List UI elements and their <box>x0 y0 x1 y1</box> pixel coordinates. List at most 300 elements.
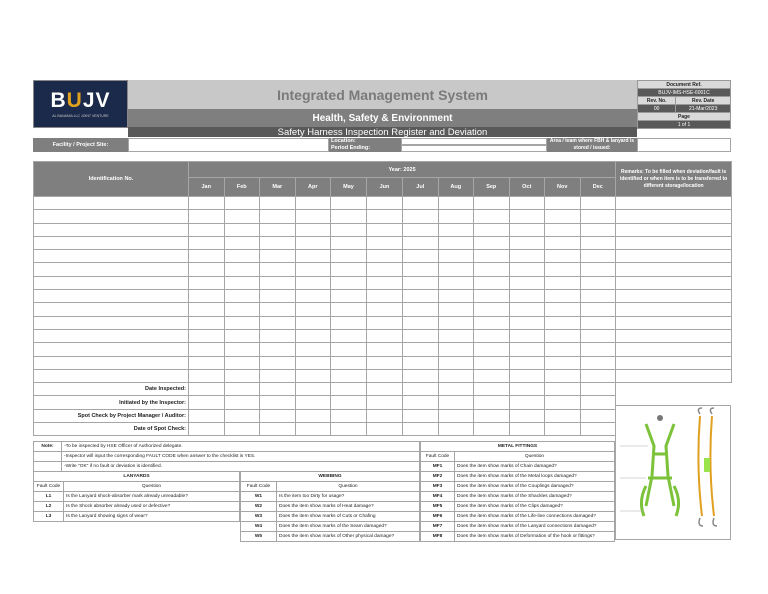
signoff-cell[interactable] <box>474 383 510 396</box>
month-cell[interactable] <box>403 316 439 329</box>
month-cell[interactable] <box>260 250 296 263</box>
month-cell[interactable] <box>403 263 439 276</box>
month-cell[interactable] <box>438 369 474 382</box>
month-cell[interactable] <box>403 276 439 289</box>
year-header: Year: 2025 <box>189 162 616 178</box>
month-cell[interactable] <box>295 223 331 236</box>
month-cell[interactable] <box>189 223 225 236</box>
month-cell[interactable] <box>580 223 616 236</box>
table-row <box>34 250 732 263</box>
identification-cell[interactable] <box>34 316 189 329</box>
signoff-cell[interactable] <box>580 409 616 422</box>
webbing-fault-code: W3 <box>241 512 277 522</box>
month-cell[interactable] <box>224 356 260 369</box>
month-cell[interactable] <box>224 369 260 382</box>
month-cell[interactable] <box>260 210 296 223</box>
month-cell[interactable] <box>260 290 296 303</box>
month-cell[interactable] <box>189 303 225 316</box>
location-label: Location: <box>329 138 401 145</box>
metal-question: Does the item show marks of the Shackles damaged? <box>455 492 615 502</box>
month-cell[interactable] <box>189 316 225 329</box>
remarks-cell[interactable] <box>616 236 732 249</box>
month-cell[interactable] <box>580 197 616 210</box>
month-cell[interactable] <box>474 236 510 249</box>
month-cell[interactable] <box>224 250 260 263</box>
month-cell[interactable] <box>545 316 581 329</box>
month-cell[interactable] <box>189 369 225 382</box>
month-cell[interactable] <box>260 303 296 316</box>
month-header-jun: Jun <box>367 178 403 197</box>
month-cell[interactable] <box>545 250 581 263</box>
month-cell[interactable] <box>509 236 545 249</box>
month-cell[interactable] <box>260 329 296 342</box>
lanyards-title: LANYARDS <box>34 472 240 482</box>
signoff-cell[interactable] <box>189 423 225 436</box>
month-cell[interactable] <box>331 276 367 289</box>
month-cell[interactable] <box>438 250 474 263</box>
month-header-feb: Feb <box>224 178 260 197</box>
signoff-cell[interactable] <box>260 383 296 396</box>
month-cell[interactable] <box>189 343 225 356</box>
month-cell[interactable] <box>295 290 331 303</box>
month-cell[interactable] <box>438 329 474 342</box>
month-cell[interactable] <box>580 290 616 303</box>
remarks-cell[interactable] <box>616 263 732 276</box>
month-cell[interactable] <box>580 329 616 342</box>
month-cell[interactable] <box>580 236 616 249</box>
month-cell[interactable] <box>580 316 616 329</box>
month-cell[interactable] <box>474 316 510 329</box>
month-cell[interactable] <box>474 197 510 210</box>
metal-fault-code: MF3 <box>421 482 455 492</box>
month-cell[interactable] <box>331 369 367 382</box>
month-cell[interactable] <box>260 197 296 210</box>
signoff-cell[interactable] <box>474 396 510 409</box>
month-cell[interactable] <box>224 263 260 276</box>
month-cell[interactable] <box>189 263 225 276</box>
fault-row <box>421 532 615 542</box>
month-cell[interactable] <box>295 316 331 329</box>
location-input[interactable] <box>401 138 547 145</box>
month-cell[interactable] <box>403 343 439 356</box>
signoff-cell[interactable] <box>367 383 403 396</box>
identification-cell[interactable] <box>34 290 189 303</box>
month-cell[interactable] <box>367 369 403 382</box>
remarks-cell[interactable] <box>616 329 732 342</box>
month-cell[interactable] <box>509 223 545 236</box>
month-cell[interactable] <box>509 369 545 382</box>
remarks-cell[interactable] <box>616 343 732 356</box>
lanyard-question: Is the Shock absorber already used or defective? <box>64 502 240 512</box>
note-line-1: -To be inspected by HSE Officer of Authorized delegate. <box>62 442 420 452</box>
signoff-cell[interactable] <box>224 409 260 422</box>
month-cell[interactable] <box>580 263 616 276</box>
month-cell[interactable] <box>295 369 331 382</box>
month-cell[interactable] <box>474 223 510 236</box>
identification-cell[interactable] <box>34 369 189 382</box>
signoff-cell[interactable] <box>224 383 260 396</box>
month-cell[interactable] <box>509 210 545 223</box>
identification-cell[interactable] <box>34 356 189 369</box>
month-cell[interactable] <box>545 197 581 210</box>
area-label: Area / team where FBH & lanyard is stored / issued: <box>547 138 637 152</box>
lanyard-question: Is the Lanyard showing signs of wear? <box>64 512 240 522</box>
signoff-cell[interactable] <box>403 383 439 396</box>
month-cell[interactable] <box>474 290 510 303</box>
signoff-cell[interactable] <box>295 383 331 396</box>
month-cell[interactable] <box>545 236 581 249</box>
month-cell[interactable] <box>331 263 367 276</box>
month-cell[interactable] <box>224 343 260 356</box>
month-cell[interactable] <box>260 223 296 236</box>
inspection-register-table <box>33 161 732 436</box>
month-cell[interactable] <box>403 210 439 223</box>
month-cell[interactable] <box>580 343 616 356</box>
month-cell[interactable] <box>509 303 545 316</box>
signoff-cell[interactable] <box>260 396 296 409</box>
month-cell[interactable] <box>509 263 545 276</box>
month-cell[interactable] <box>224 276 260 289</box>
fault-row <box>241 502 420 512</box>
month-cell[interactable] <box>367 197 403 210</box>
month-cell[interactable] <box>403 197 439 210</box>
period-input[interactable] <box>401 145 547 152</box>
table-row <box>34 316 732 329</box>
signoff-label: Spot Check by Project Manager / Auditor: <box>34 409 189 422</box>
month-cell[interactable] <box>295 329 331 342</box>
facility-input[interactable] <box>128 138 329 152</box>
system-title: Integrated Management System <box>128 80 637 109</box>
month-cell[interactable] <box>260 263 296 276</box>
month-cell[interactable] <box>438 303 474 316</box>
metal-question: Does the item show marks of the Clips damaged? <box>455 502 615 512</box>
signoff-cell[interactable] <box>224 396 260 409</box>
identification-cell[interactable] <box>34 343 189 356</box>
month-cell[interactable] <box>580 276 616 289</box>
remarks-cell[interactable] <box>616 210 732 223</box>
month-cell[interactable] <box>438 343 474 356</box>
metal-question: Does the item show marks of the Life-line connections damaged? <box>455 512 615 522</box>
month-cell[interactable] <box>438 316 474 329</box>
month-cell[interactable] <box>189 290 225 303</box>
month-cell[interactable] <box>367 303 403 316</box>
lanyards-question-header: Question <box>64 482 240 492</box>
month-cell[interactable] <box>403 223 439 236</box>
month-cell[interactable] <box>189 356 225 369</box>
signoff-cell[interactable] <box>331 409 367 422</box>
month-cell[interactable] <box>367 263 403 276</box>
company-logo <box>33 80 128 128</box>
month-header-jan: Jan <box>189 178 225 197</box>
month-cell[interactable] <box>438 223 474 236</box>
month-cell[interactable] <box>403 236 439 249</box>
month-cell[interactable] <box>403 250 439 263</box>
fault-row <box>421 472 615 482</box>
signoff-cell[interactable] <box>509 396 545 409</box>
month-cell[interactable] <box>403 356 439 369</box>
form-title: Safety Harness Inspection Register and Deviation <box>128 127 637 137</box>
month-cell[interactable] <box>474 250 510 263</box>
month-cell[interactable] <box>331 356 367 369</box>
month-cell[interactable] <box>509 343 545 356</box>
webbing-fault-table <box>240 471 420 542</box>
fault-row <box>421 462 615 472</box>
month-cell[interactable] <box>224 303 260 316</box>
month-cell[interactable] <box>474 210 510 223</box>
month-cell[interactable] <box>509 290 545 303</box>
month-cell[interactable] <box>331 197 367 210</box>
identification-cell[interactable] <box>34 329 189 342</box>
webbing-question: Does the item show marks of Heat damage? <box>277 502 420 512</box>
month-cell[interactable] <box>545 343 581 356</box>
rev-date-value: 21-Mar/2023 <box>676 105 731 113</box>
month-cell[interactable] <box>260 369 296 382</box>
month-cell[interactable] <box>474 356 510 369</box>
month-cell[interactable] <box>331 290 367 303</box>
signoff-cell[interactable] <box>545 396 581 409</box>
webbing-question: Does the item show marks of the Seam damaged? <box>277 522 420 532</box>
month-cell[interactable] <box>403 369 439 382</box>
month-cell[interactable] <box>509 250 545 263</box>
month-cell[interactable] <box>189 276 225 289</box>
signoff-cell[interactable] <box>545 423 581 436</box>
month-cell[interactable] <box>367 250 403 263</box>
month-cell[interactable] <box>331 236 367 249</box>
month-cell[interactable] <box>295 356 331 369</box>
identification-cell[interactable] <box>34 236 189 249</box>
month-cell[interactable] <box>224 223 260 236</box>
remarks-cell[interactable] <box>616 250 732 263</box>
month-cell[interactable] <box>331 250 367 263</box>
month-cell[interactable] <box>224 329 260 342</box>
signoff-label: Date Inspected: <box>34 383 189 396</box>
month-cell[interactable] <box>295 263 331 276</box>
identification-cell[interactable] <box>34 303 189 316</box>
month-cell[interactable] <box>509 276 545 289</box>
harness-illustration <box>615 405 731 540</box>
month-cell[interactable] <box>331 210 367 223</box>
month-cell[interactable] <box>367 316 403 329</box>
metal-fault-code: MF5 <box>421 502 455 512</box>
signoff-cell[interactable] <box>545 383 581 396</box>
signoff-cell[interactable] <box>295 409 331 422</box>
month-cell[interactable] <box>545 263 581 276</box>
month-cell[interactable] <box>331 343 367 356</box>
month-cell[interactable] <box>474 369 510 382</box>
month-cell[interactable] <box>545 210 581 223</box>
month-cell[interactable] <box>474 343 510 356</box>
month-cell[interactable] <box>260 343 296 356</box>
remarks-cell[interactable] <box>616 223 732 236</box>
webbing-question: Does the item show marks of Other physical damage? <box>277 532 420 542</box>
month-cell[interactable] <box>189 250 225 263</box>
identification-cell[interactable] <box>34 210 189 223</box>
rev-no-label: Rev. No. <box>638 97 676 105</box>
month-cell[interactable] <box>260 236 296 249</box>
fault-row <box>241 512 420 522</box>
metal-fault-code: MF2 <box>421 472 455 482</box>
signoff-cell[interactable] <box>580 383 616 396</box>
month-cell[interactable] <box>580 369 616 382</box>
remarks-cell[interactable] <box>616 303 732 316</box>
remarks-cell[interactable] <box>616 369 732 382</box>
month-header-jul: Jul <box>403 178 439 197</box>
signoff-cell[interactable] <box>403 409 439 422</box>
remarks-cell[interactable] <box>616 276 732 289</box>
month-cell[interactable] <box>509 197 545 210</box>
identification-cell[interactable] <box>34 276 189 289</box>
rev-no-value: 00 <box>638 105 676 113</box>
signoff-cell[interactable] <box>438 396 474 409</box>
webbing-question-header: Question <box>277 482 420 492</box>
month-cell[interactable] <box>580 250 616 263</box>
month-cell[interactable] <box>438 210 474 223</box>
month-cell[interactable] <box>295 250 331 263</box>
month-cell[interactable] <box>367 356 403 369</box>
signoff-cell[interactable] <box>189 383 225 396</box>
month-cell[interactable] <box>509 329 545 342</box>
month-cell[interactable] <box>438 276 474 289</box>
remarks-cell[interactable] <box>616 316 732 329</box>
month-cell[interactable] <box>438 356 474 369</box>
month-cell[interactable] <box>438 197 474 210</box>
note-line-3: -Write "OK" if no fault or deviation is identified. <box>62 462 420 472</box>
month-cell[interactable] <box>438 290 474 303</box>
month-cell[interactable] <box>189 210 225 223</box>
remarks-cell[interactable] <box>616 197 732 210</box>
signoff-cell[interactable] <box>331 396 367 409</box>
signoff-cell[interactable] <box>438 383 474 396</box>
month-cell[interactable] <box>580 210 616 223</box>
month-cell[interactable] <box>331 329 367 342</box>
lanyard-fault-code: L2 <box>34 502 64 512</box>
month-cell[interactable] <box>545 369 581 382</box>
signoff-cell[interactable] <box>260 409 296 422</box>
signoff-cell[interactable] <box>580 423 616 436</box>
signoff-cell[interactable] <box>403 396 439 409</box>
signoff-cell[interactable] <box>509 383 545 396</box>
department-title: Health, Safety & Environment <box>128 109 637 127</box>
signoff-cell[interactable] <box>367 409 403 422</box>
month-cell[interactable] <box>295 303 331 316</box>
remarks-cell[interactable] <box>616 290 732 303</box>
month-cell[interactable] <box>403 290 439 303</box>
signoff-cell[interactable] <box>403 423 439 436</box>
month-cell[interactable] <box>367 329 403 342</box>
month-cell[interactable] <box>509 356 545 369</box>
month-cell[interactable] <box>260 276 296 289</box>
month-cell[interactable] <box>438 263 474 276</box>
month-cell[interactable] <box>224 236 260 249</box>
month-cell[interactable] <box>224 197 260 210</box>
signoff-cell[interactable] <box>367 423 403 436</box>
month-cell[interactable] <box>403 329 439 342</box>
signoff-cell[interactable] <box>438 409 474 422</box>
month-cell[interactable] <box>545 276 581 289</box>
identification-cell[interactable] <box>34 263 189 276</box>
remarks-cell[interactable] <box>616 356 732 369</box>
month-cell[interactable] <box>509 316 545 329</box>
month-cell[interactable] <box>367 236 403 249</box>
month-cell[interactable] <box>295 210 331 223</box>
month-cell[interactable] <box>545 356 581 369</box>
signoff-cell[interactable] <box>509 423 545 436</box>
month-cell[interactable] <box>580 303 616 316</box>
month-cell[interactable] <box>189 236 225 249</box>
signoff-cell[interactable] <box>474 409 510 422</box>
month-cell[interactable] <box>224 210 260 223</box>
month-cell[interactable] <box>189 329 225 342</box>
month-cell[interactable] <box>331 303 367 316</box>
signoff-cell[interactable] <box>580 396 616 409</box>
month-cell[interactable] <box>295 276 331 289</box>
signoff-cell[interactable] <box>367 396 403 409</box>
month-cell[interactable] <box>474 329 510 342</box>
metal-question-header: Question <box>455 452 615 462</box>
identification-cell[interactable] <box>34 250 189 263</box>
month-cell[interactable] <box>367 343 403 356</box>
month-cell[interactable] <box>224 316 260 329</box>
signoff-cell[interactable] <box>224 423 260 436</box>
month-cell[interactable] <box>545 290 581 303</box>
month-cell[interactable] <box>295 197 331 210</box>
safety-harness-icon <box>616 406 730 539</box>
signoff-cell[interactable] <box>260 423 296 436</box>
fault-row <box>34 492 240 502</box>
month-cell[interactable] <box>545 303 581 316</box>
fault-row <box>241 532 420 542</box>
signoff-cell[interactable] <box>189 396 225 409</box>
metal-question: Does the item show marks of the Couplings damaged? <box>455 482 615 492</box>
signoff-cell[interactable] <box>189 409 225 422</box>
signoff-cell[interactable] <box>295 423 331 436</box>
month-cell[interactable] <box>367 290 403 303</box>
month-cell[interactable] <box>580 356 616 369</box>
fault-row <box>421 512 615 522</box>
month-cell[interactable] <box>331 316 367 329</box>
month-cell[interactable] <box>295 343 331 356</box>
month-cell[interactable] <box>403 303 439 316</box>
month-cell[interactable] <box>474 276 510 289</box>
signoff-cell[interactable] <box>331 423 367 436</box>
remarks-header: Remarks: To be filled when deviation/fault is identified or when item is to be transferred to different storage/location <box>616 162 732 197</box>
month-cell[interactable] <box>367 276 403 289</box>
month-cell[interactable] <box>438 236 474 249</box>
signoff-cell[interactable] <box>509 409 545 422</box>
month-cell[interactable] <box>367 210 403 223</box>
month-cell[interactable] <box>474 263 510 276</box>
month-cell[interactable] <box>367 223 403 236</box>
month-cell[interactable] <box>189 197 225 210</box>
identification-cell[interactable] <box>34 223 189 236</box>
signoff-cell[interactable] <box>474 423 510 436</box>
month-cell[interactable] <box>545 329 581 342</box>
metal-fault-code: MF8 <box>421 532 455 542</box>
signoff-cell[interactable] <box>295 396 331 409</box>
month-cell[interactable] <box>224 290 260 303</box>
month-cell[interactable] <box>260 316 296 329</box>
month-cell[interactable] <box>474 303 510 316</box>
signoff-cell[interactable] <box>438 423 474 436</box>
signoff-cell[interactable] <box>331 383 367 396</box>
month-cell[interactable] <box>295 236 331 249</box>
identification-cell[interactable] <box>34 197 189 210</box>
month-cell[interactable] <box>331 223 367 236</box>
month-cell[interactable] <box>260 356 296 369</box>
signoff-cell[interactable] <box>545 409 581 422</box>
area-input[interactable] <box>637 138 731 152</box>
month-cell[interactable] <box>545 223 581 236</box>
